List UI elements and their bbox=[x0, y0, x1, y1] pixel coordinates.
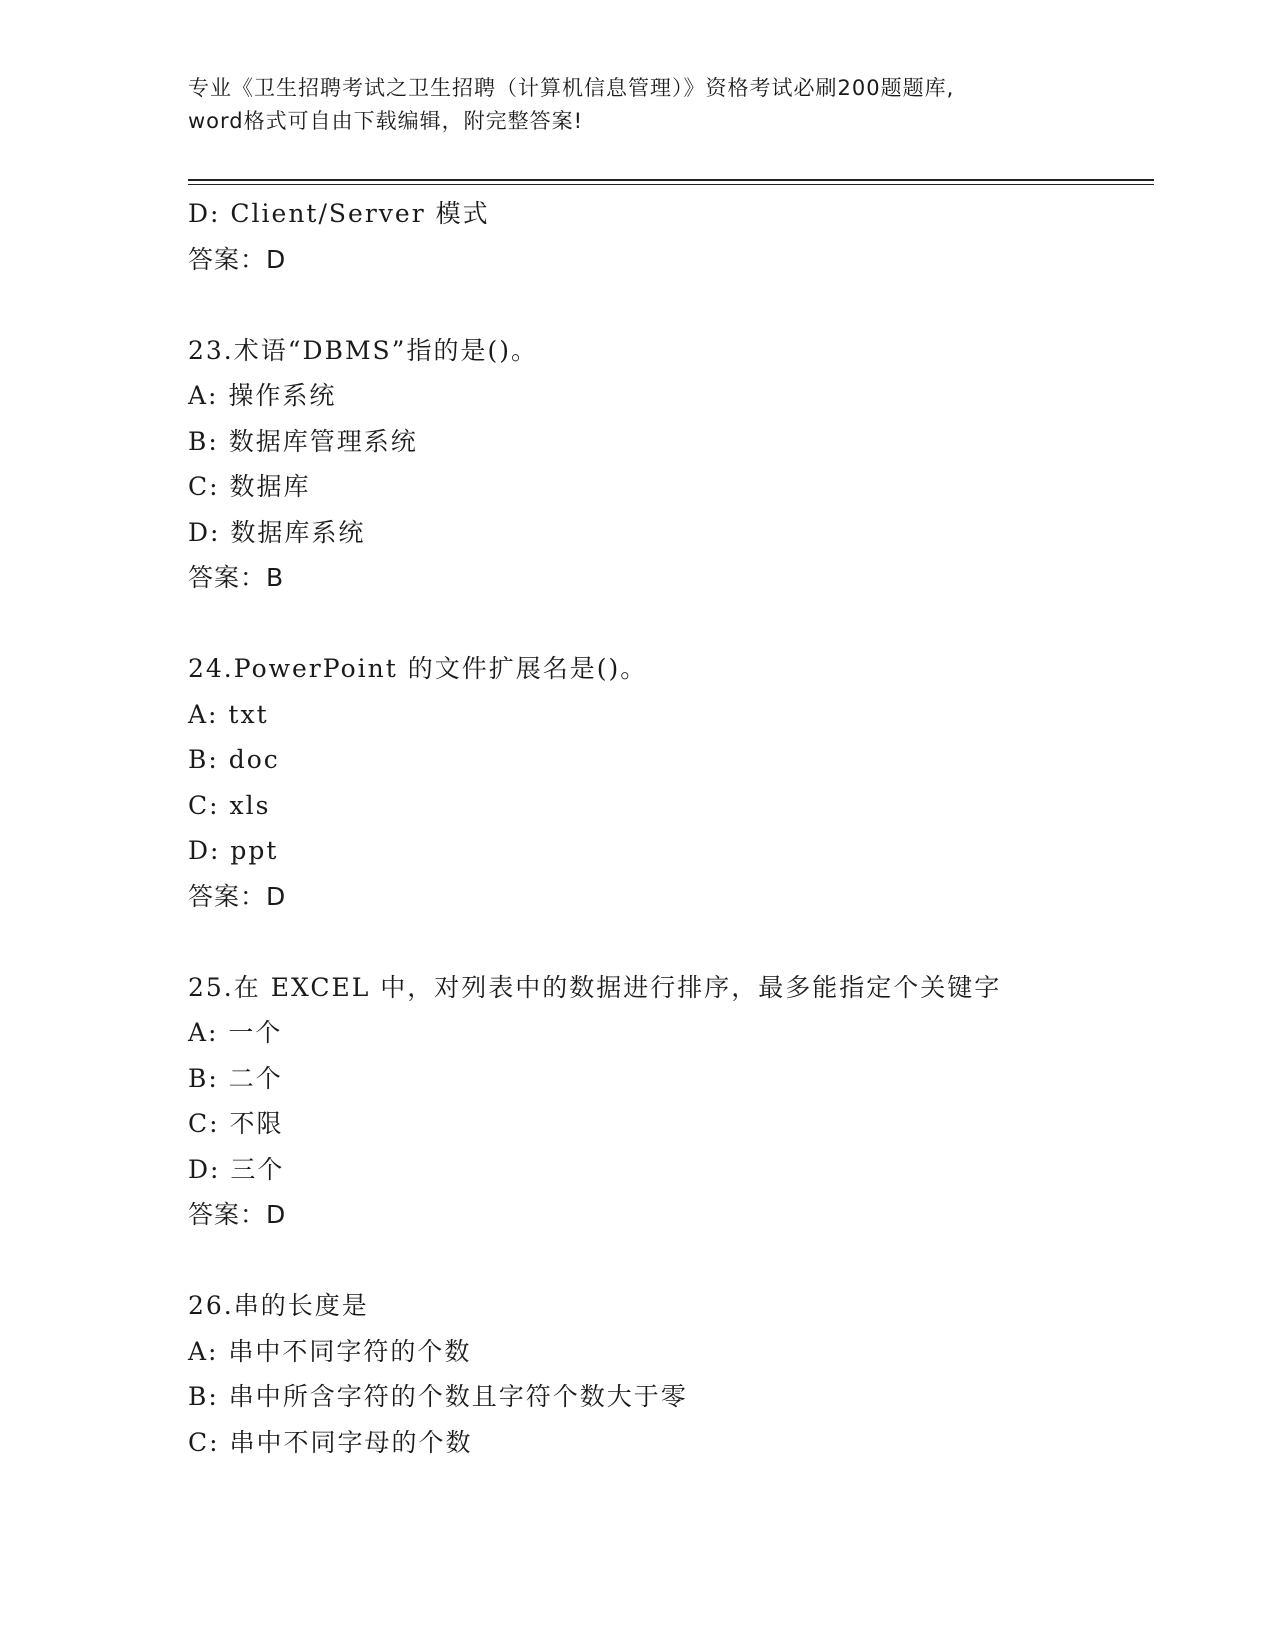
document-header bbox=[188, 72, 1088, 138]
header-divider-thick bbox=[188, 179, 1154, 181]
question-list bbox=[188, 191, 1148, 1465]
answer-option: C: 不限 bbox=[188, 1109, 284, 1138]
block-spacer bbox=[188, 282, 1148, 328]
question-stem: 24.PowerPoint 的文件扩展名是()。 bbox=[188, 654, 648, 683]
answer-key: 答案：D bbox=[188, 1200, 287, 1229]
answer-option: B: doc bbox=[188, 745, 280, 774]
answer-option: D: ppt bbox=[188, 836, 279, 865]
answer-option: D: 数据库系统 bbox=[188, 517, 366, 547]
answer-option: B: 串中所含字符的个数且字符个数大于零 bbox=[188, 1382, 688, 1411]
answer-option: C: xls bbox=[188, 790, 271, 820]
answer-key: 答案：D bbox=[188, 244, 287, 274]
question-stem: 23.术语“DBMS”指的是()。 bbox=[188, 335, 538, 365]
answer-option: A: 操作系统 bbox=[188, 381, 337, 410]
answer-option: A: 一个 bbox=[188, 1018, 283, 1047]
question-stem: 25.在 EXCEL 中，对列表中的数据进行排序，最多能指定个关键字 bbox=[188, 972, 1002, 1002]
header-title-line-2: word格式可自由下载编辑，附完整答案! bbox=[188, 109, 584, 133]
answer-option: C: 串中不同字母的个数 bbox=[188, 1427, 473, 1457]
answer-key: 答案：D bbox=[188, 881, 287, 911]
answer-option: A: txt bbox=[188, 699, 269, 729]
answer-option: A: 串中不同字符的个数 bbox=[188, 1336, 472, 1366]
answer-option: C: 数据库 bbox=[188, 472, 311, 501]
answer-key: 答案：B bbox=[188, 563, 285, 592]
block-spacer bbox=[188, 1238, 1148, 1284]
header-divider-thin bbox=[188, 184, 1154, 185]
answer-option: D: 三个 bbox=[188, 1154, 285, 1184]
header-title-line-1: 专业《卫生招聘考试之卫生招聘（计算机信息管理）》资格考试必刷200题题库, bbox=[188, 76, 955, 100]
answer-option: B: 数据库管理系统 bbox=[188, 426, 418, 456]
block-spacer bbox=[188, 601, 1148, 647]
question-stem: 26.串的长度是 bbox=[188, 1291, 369, 1320]
block-spacer bbox=[188, 919, 1148, 965]
answer-option: D: Client/Server 模式 bbox=[188, 199, 490, 228]
answer-option: B: 二个 bbox=[188, 1063, 283, 1093]
